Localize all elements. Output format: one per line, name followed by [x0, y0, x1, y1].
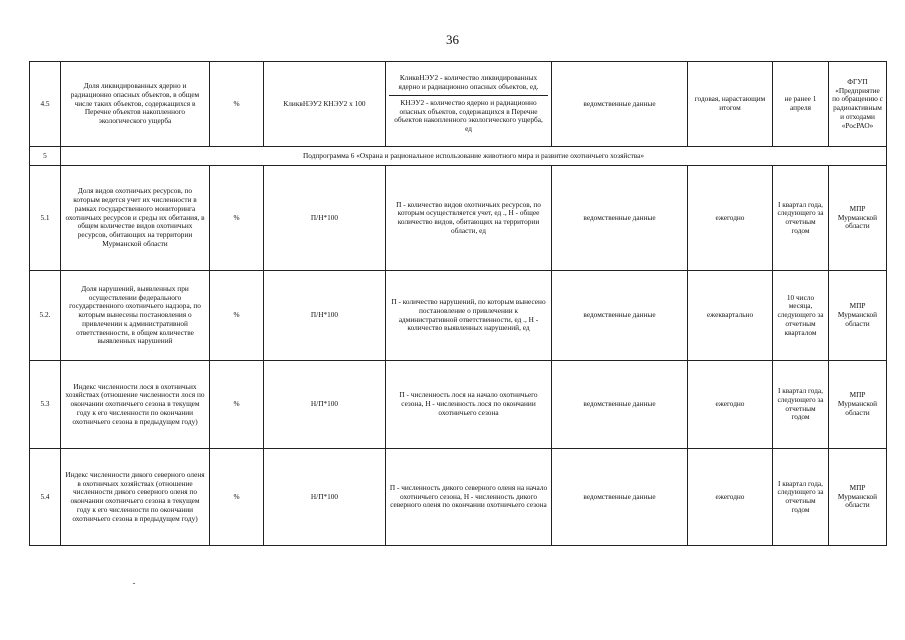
unit-cell: %	[210, 361, 264, 449]
page-number: 36	[446, 32, 459, 47]
periodicity-cell: ежегодно	[688, 361, 773, 449]
source-cell: ведомственные данные	[552, 166, 688, 271]
row-number: 5.4	[30, 449, 61, 546]
subprogram-title: Подпрограмма 6 «Охрана и рациональное использование животного мира и развитие охотничьего хозяйства»	[61, 147, 887, 166]
formula-cell: П/Н*100	[264, 271, 386, 361]
deadline-cell: 10 число месяца, следующего за отчетным кварталом	[773, 271, 829, 361]
formula-cell: П/Н*100	[264, 166, 386, 271]
deadline-cell: I квартал года, следующего за отчетным годом	[773, 361, 829, 449]
unit-cell: %	[210, 271, 264, 361]
responsible-cell: ФГУП «Предприятие по обращению с радиоактивными отходами «РосРАО»	[829, 62, 887, 147]
periodicity-cell: ежегодно	[688, 166, 773, 271]
responsible-cell: МПР Мурманской области	[829, 449, 887, 546]
table-row	[30, 361, 887, 449]
row-number: 5.1	[30, 166, 61, 271]
variables-cell: П - количество нарушений, по которым вынесено постановление о привлечении к административной ответственности, ед ., Н - количество выявленных нарушений, ед	[386, 271, 552, 361]
unit-cell: %	[210, 62, 264, 147]
source-cell: ведомственные данные	[552, 62, 688, 147]
formula-cell: КликвНЭУ2 КНЭУ2 х 100	[264, 62, 386, 147]
table-row	[30, 271, 887, 361]
row-number: 4.5	[30, 62, 61, 147]
periodicity-cell: ежеквартально	[688, 271, 773, 361]
unit-cell: %	[210, 449, 264, 546]
indicator-name: Индекс численности лося в охотничьих хозяйствах (отношение численности лося по окончании охотничьего сезона в текущем году к его численности по окончании охотничьего сезона в предыдущем году)	[61, 361, 210, 449]
row-number: 5.2.	[30, 271, 61, 361]
deadline-cell: I квартал года, следующего за отчетным годом	[773, 166, 829, 271]
table-row	[30, 449, 887, 546]
deadline-cell: I квартал года, следующего за отчетным годом	[773, 449, 829, 546]
variables-bottom: КНЭУ2 - количество ядерно и радиационно опасных объектов, содержащихся в Перечне объектов накопленного экологического ущерба, ед	[394, 97, 543, 133]
indicator-name: Доля нарушений, выявленных при осуществлении федерального государственного охотничьего надзора, по которым вынесены постановления о привлечении к административной ответственности, в общем количестве выявленных нарушений	[61, 271, 210, 361]
responsible-cell: МПР Мурманской области	[829, 361, 887, 449]
unit-cell: %	[210, 166, 264, 271]
variables-top: КликвНЭУ2 - количество ликвидированных ядерно и радиационно опасных объектов, ед.	[389, 71, 548, 96]
scan-speck	[133, 583, 135, 584]
periodicity-cell: ежегодно	[688, 449, 773, 546]
responsible-cell: МПР Мурманской области	[829, 166, 887, 271]
periodicity-cell: годовая, нарастающим итогом	[688, 62, 773, 147]
variables-cell: П - численность дикого северного оленя на начало охотничьего сезона, Н - численность дикого северного оленя по окончании охотничьего сезона	[386, 449, 552, 546]
indicator-name: Доля видов охотничьих ресурсов, по которым ведется учет их численности в рамках государственного мониторинга охотничьих ресурсов и среды их обитания, в общем количестве видов охотничьих ресурсов, обитающих на территории Мурманской области	[61, 166, 210, 271]
table-row	[30, 166, 887, 271]
indicators-table	[29, 61, 887, 546]
table-row	[30, 147, 887, 166]
formula-cell: Н/П*100	[264, 449, 386, 546]
variables-cell: П - численность лося на начало охотничьего сезона, Н - численность лося по окончании охотничьего сезона	[386, 361, 552, 449]
row-number: 5	[30, 147, 61, 166]
indicator-name: Индекс численности дикого северного оленя в охотничьих хозяйствах (отношение численности дикого северного оленя по окончании охотничьего сезона в текущем году к его численности по окончании охотничьего сезона в предыдущем году)	[61, 449, 210, 546]
variables-cell	[386, 62, 552, 147]
source-cell: ведомственные данные	[552, 361, 688, 449]
deadline-cell: не ранее 1 апреля	[773, 62, 829, 147]
responsible-cell: МПР Мурманской области	[829, 271, 887, 361]
table-row	[30, 62, 887, 147]
row-number: 5.3	[30, 361, 61, 449]
indicator-name: Доля ликвидированных ядерно и радиационно опасных объектов, в общем числе таких объектов, содержащихся в Перечне объектов накопленного экологического ущерба	[61, 62, 210, 147]
source-cell: ведомственные данные	[552, 449, 688, 546]
formula-cell: Н/П*100	[264, 361, 386, 449]
variables-cell: П - количество видов охотничьих ресурсов, по которым осуществляется учет, ед ., Н - общее количество видов, обитающих на территории области, ед	[386, 166, 552, 271]
source-cell: ведомственные данные	[552, 271, 688, 361]
